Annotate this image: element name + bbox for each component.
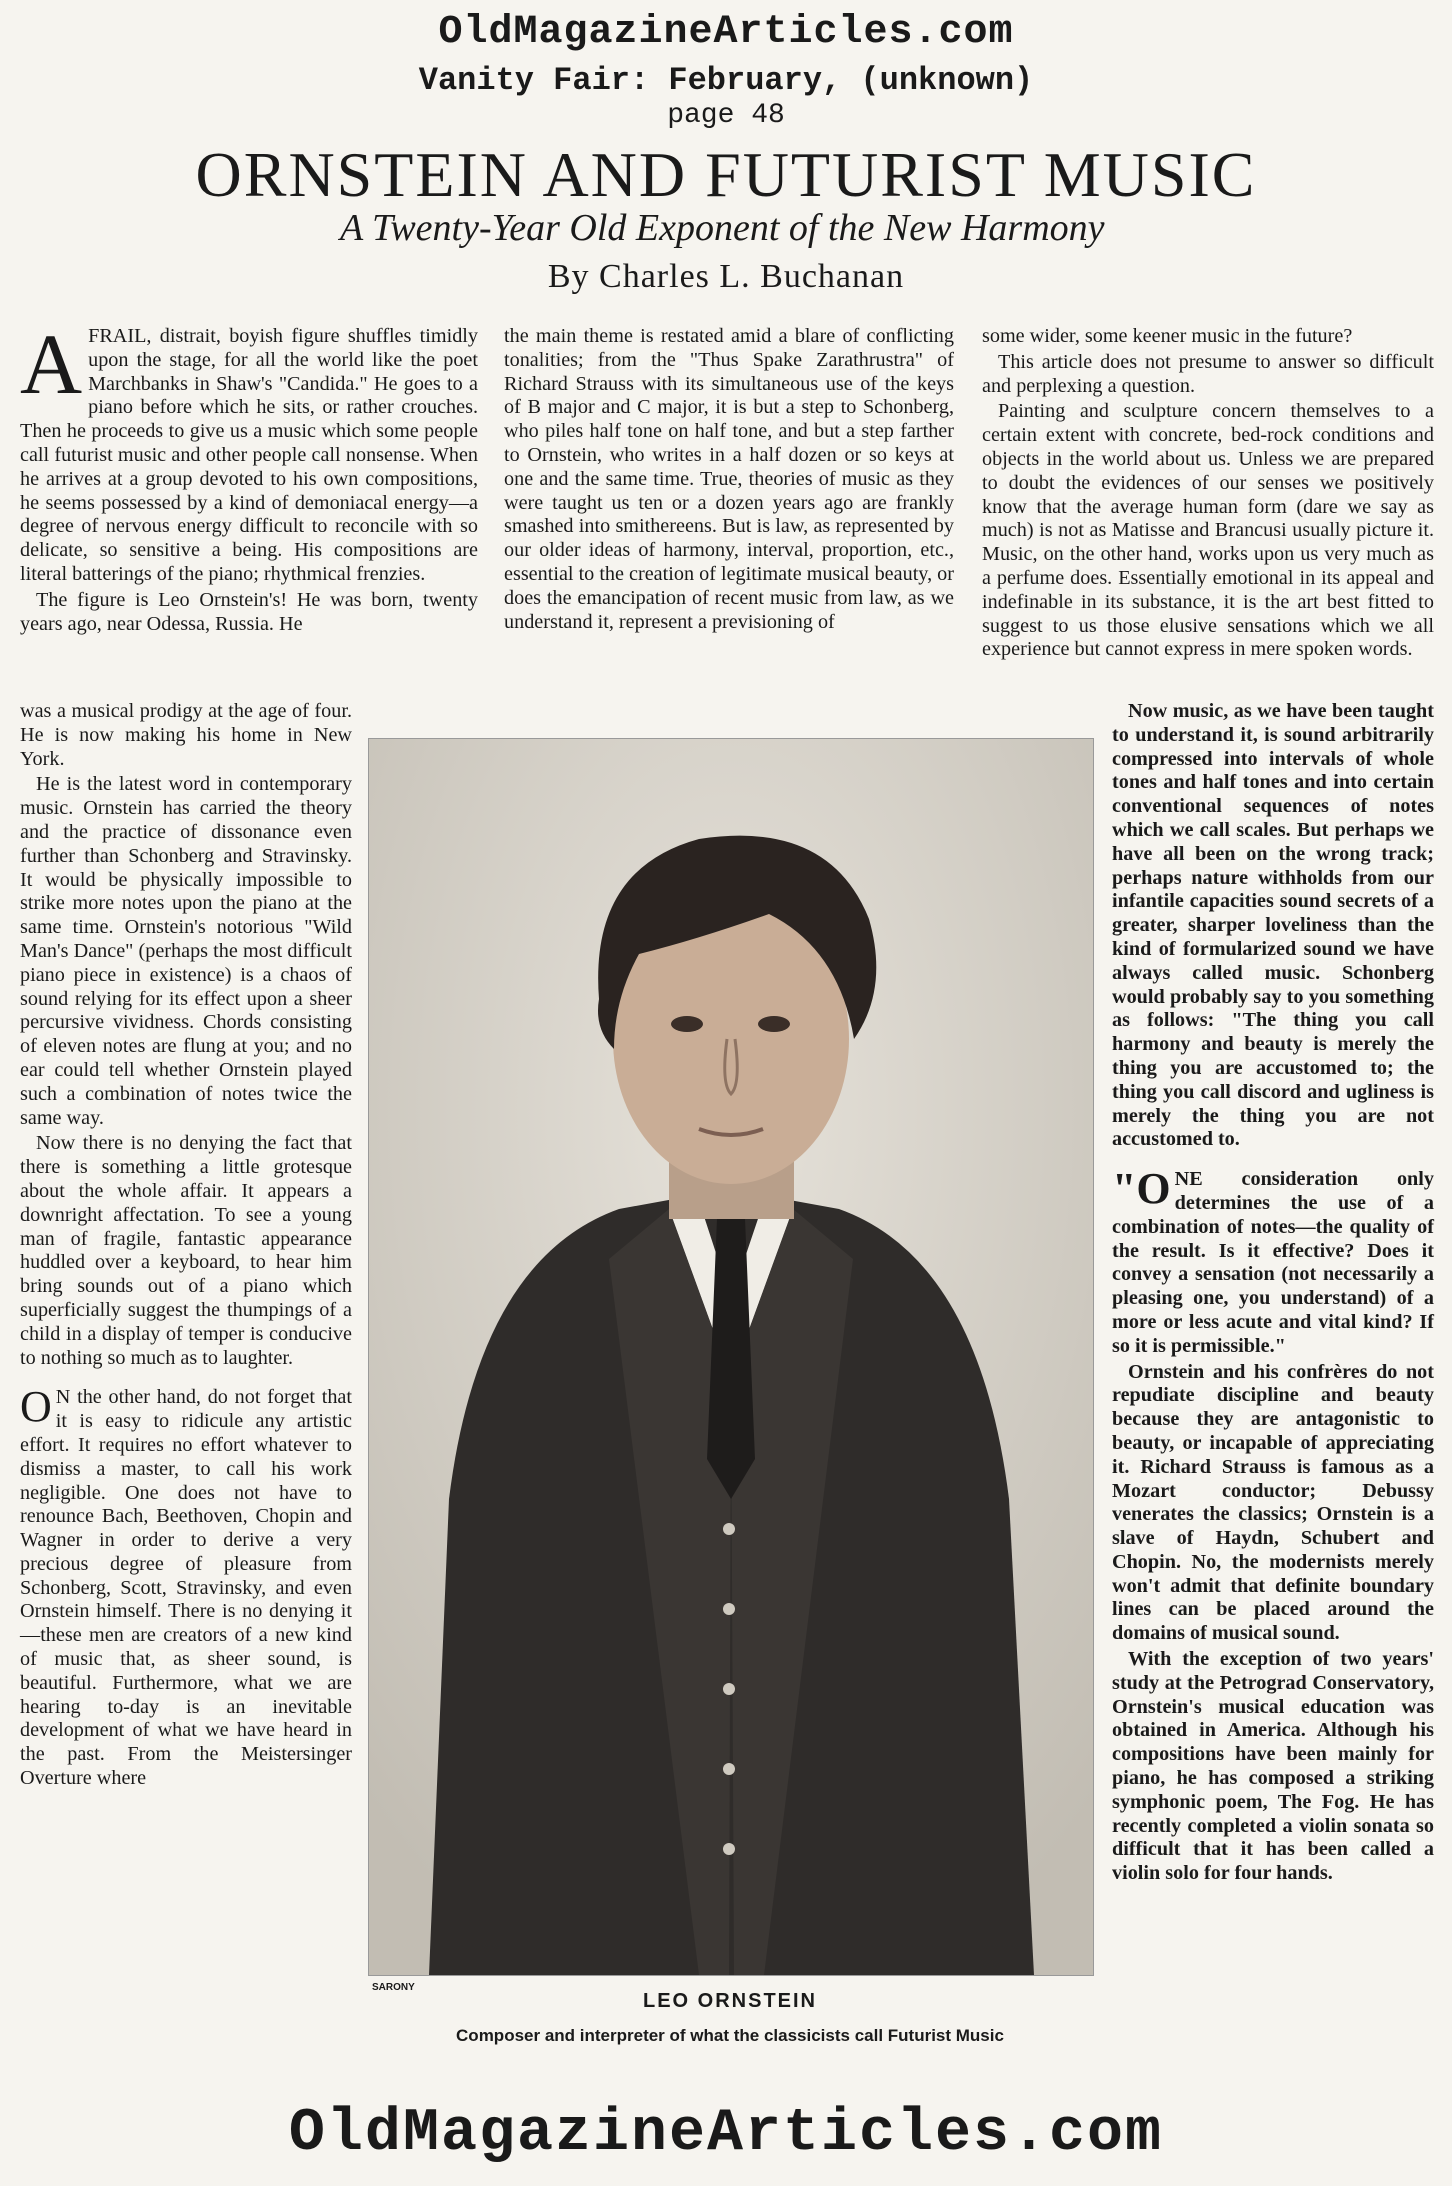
paragraph: Now there is no denying the fact that there is something a little grotesque about the whole affair. It appears a downright affectation. To see a young man of fragile, fantastic appearance huddled over a keyboard, to hear him bring sounds out of a piano which superficially suggest the thumpings of a child in a display of temper is conducive to nothing so much as to laughter. bbox=[20, 1132, 352, 1369]
paragraph: was a musical prodigy at the age of four. He is now making his home in New York. bbox=[20, 700, 352, 770]
article-byline: By Charles L. Buchanan bbox=[547, 258, 905, 295]
column-3-top bbox=[982, 325, 1434, 662]
paragraph: With the exception of two years' study at the Petrograd Conservatory, Ornstein's musical education was obtained in America. Although his compositions have been mainly for piano, he has composed a striking symphonic poem, The Fog. He has recently completed a violin sonata so difficult that it has been called a violin solo for four hands. bbox=[1112, 1648, 1434, 1885]
caption-text: Composer and interpreter of what the classicists call Futurist Music bbox=[456, 2026, 1004, 2045]
portrait-illustration bbox=[369, 739, 1093, 1975]
paragraph: the main theme is restated amid a blare of conflicting tonalities; from the "Thus Spake Zarathrustra" of Richard Strauss with its simultaneous use of the keys of B major and C major, it is but a step to Schonberg, who piles half tone on half tone, and but a step farther to Ornstein, who writes in a half dozen or so keys at one and the same time. True, theories of music as they were taught us ten or a dozen years ago are frankly smashed into smithereens. But is law, as represented by our older ideas of harmony, interval, proportion, etc., essential to the creation of legitimate musical beauty, or does the emancipation of recent music from law, as we understand it, represent a previsioning of bbox=[504, 325, 954, 633]
article-headline: ORNSTEIN AND FUTURIST MUSIC bbox=[195, 139, 1257, 210]
paragraph: He is the latest word in contemporary music. Ornstein has carried the theory and the practice of dissonance even further than Schonberg and Stravinsky. It would be physically impossible to strike more notes upon the piano at the same time. Ornstein's notorious "Wild Man's Dance" (perhaps the most difficult piano piece in existence) is a chaos of sound relying for its effect upon a sheer percursive vividness. Chords consisting of eleven notes are flung at you; and no ear could tell whether Ornstein played such a combination of notes twice the same way. bbox=[20, 773, 352, 1129]
column-1-top bbox=[20, 316, 478, 636]
portrait-photo bbox=[368, 738, 1094, 1976]
photo-credit: SARONY bbox=[372, 1982, 415, 1993]
paragraph: "ONE consideration only determines the use of a combination of notes—the quality of the result. Is it effective? Does it convey a sensation (not necessarily a pleasing one, you understand) of a more or less acute and vital kind? If so it is permissible." bbox=[1112, 1164, 1434, 1357]
paragraph: O N the other hand, do not forget that it is easy to ridicule any artistic effort. It requires no effort whatever to dismiss a master, to call his work negligible. One does not have to renounce Bach, Beethoven, Chopin and Wagner in order to derive a very precious degree of pleasure from Schonberg, Scott, Stravinsky, and even Ornstein himself. There is no denying it—these men are creators of a new kind of music that, as sheer sound, is beautiful. Furthermore, what we are hearing to-day is an inevitable development of what we have heard in the past. From the Meistersinger Overture where bbox=[20, 1382, 352, 1790]
caption-title: LEO ORNSTEIN bbox=[642, 1990, 817, 2012]
column-1-bottom bbox=[20, 700, 352, 1791]
paragraph: The figure is Leo Ornstein's! He was born, twenty years ago, near Odessa, Russia. He bbox=[20, 588, 478, 635]
paragraph: some wider, some keener music in the future? bbox=[982, 325, 1353, 347]
article-subhead: A Twenty-Year Old Exponent of the New Harmony bbox=[340, 207, 1105, 249]
drop-cap: "O bbox=[1112, 1164, 1171, 1214]
drop-cap: A bbox=[20, 316, 83, 412]
column-3-bottom bbox=[1112, 700, 1434, 1886]
page-number: page 48 bbox=[667, 100, 785, 131]
paragraph: AFRAIL, distrait, boyish figure shuffles timidly upon the stage, for all the world like the poet Marchbanks in Shaw's "Candida." He goes to a piano before which he sits, or rather crouches. Then he proceeds to give us a music which some people call futurist music and other people call nonsense. When he arrives at a group devoted to his own compositions, he seems possessed by a kind of demoniacal energy—a degree of nervous energy difficult to reconcile with so delicate, so sensitive a being. His compositions are literal batterings of the piano; rhythmical frenzies. bbox=[20, 316, 478, 585]
source-line: Vanity Fair: February, (unknown) bbox=[418, 62, 1034, 99]
column-2-top bbox=[504, 325, 954, 634]
paragraph: Now music, as we have been taught to understand it, is sound arbitrarily compressed into intervals of whole tones and half tones and into certain conventional sequences of notes which we call scales. But perhaps we have all been on the wrong track; perhaps nature withholds from our infantile capacities sound secrets of a greater, sharper loveliness than the kind of formularized sound we have always called music. Schonberg would probably say to you something as follows: "The thing you call harmony and beauty is merely the thing you are accustomed to; the thing you call discord and ugliness is merely the thing you are not accustomed to. bbox=[1112, 700, 1434, 1151]
paragraph: Painting and sculpture concern themselves to a certain extent with concrete, bed-rock conditions and objects in the world about us. Unless we are prepared to doubt the evidences of our senses we positively know that the average human form (dare we say as much) is not as Matisse and Brancusi usually picture it. Music, on the other hand, works upon us very much as a perfume does. Essentially emotional in its appeal and indefinable in its substance, it is the art best fitted to suggest to us those elusive sensations which we all experience but cannot express in mere spoken words. bbox=[982, 400, 1434, 661]
site-watermark-top: OldMagazineArticles.com bbox=[438, 10, 1014, 55]
paragraph: Ornstein and his confrères do not repudiate discipline and beauty because they are antagonistic to beauty, or incapable of appreciating it. Richard Strauss is famous as a Mozart conductor; Debussy venerates the classics; Ornstein is a slave of Haydn, Schubert and Chopin. No, the modernists merely won't admit that definite boundary lines can be placed around the domains of musical sound. bbox=[1112, 1360, 1434, 1645]
drop-cap: O bbox=[20, 1382, 52, 1432]
site-watermark-bottom: OldMagazineArticles.com bbox=[288, 2100, 1164, 2168]
paragraph: This article does not presume to answer so difficult and perplexing a question. bbox=[982, 350, 1434, 397]
